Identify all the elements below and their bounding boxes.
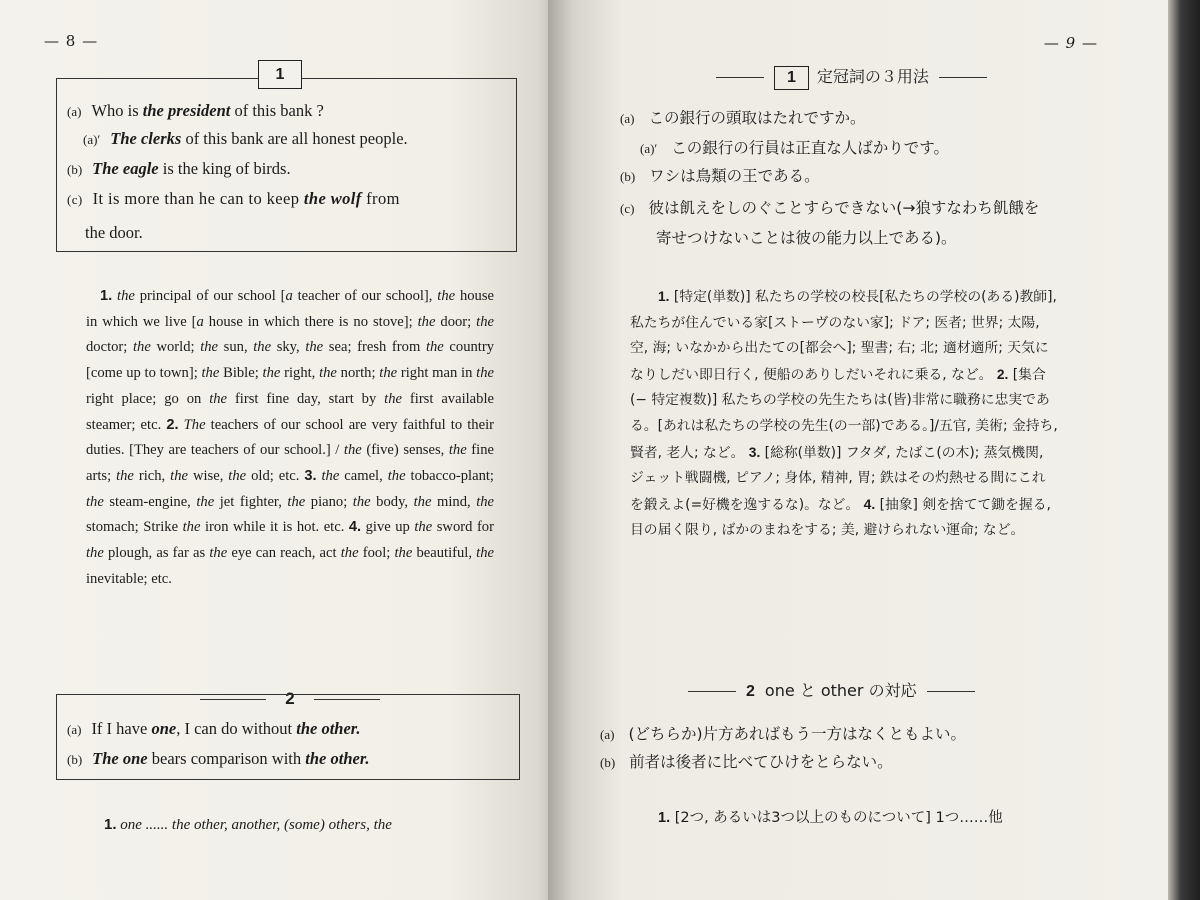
section2-notes-en: 1. one ...... the other, another, (some) others, the <box>104 816 392 833</box>
example-line <box>85 223 143 243</box>
example-line <box>67 189 400 209</box>
translation-line <box>600 722 966 744</box>
example-box-2 <box>56 694 520 780</box>
example-text: , I can do without <box>176 719 297 738</box>
example-tag: (b) <box>600 755 616 770</box>
translation-line <box>620 164 820 186</box>
page-number-left: — 8 — <box>44 32 99 50</box>
translation-text: 彼は飢えをしのぐことすらできない(→狼すなわち飢餓を <box>648 199 1040 217</box>
example-text: from <box>361 189 400 208</box>
divider <box>716 77 764 78</box>
emphasized-phrase: The one <box>92 749 148 768</box>
emphasized-phrase: the president <box>142 101 231 120</box>
example-tag: (b) <box>67 752 83 767</box>
example-tag: (c) <box>620 201 635 216</box>
section-title: one と other の対応 <box>764 681 917 700</box>
section-heading-2 <box>678 678 985 701</box>
example-line <box>67 719 360 739</box>
emphasized-phrase: the other. <box>305 749 370 768</box>
example-text: Who is <box>91 101 143 120</box>
translation-text: 前者は後者に比べてひけをとらない。 <box>629 753 893 771</box>
left-page <box>0 0 560 900</box>
emphasized-phrase: The eagle <box>92 159 159 178</box>
example-text: bears comparison with <box>147 749 306 768</box>
section2-notes-jp: 1. [2つ, あるいは3つ以上のものについて] 1つ……他 <box>658 810 1003 826</box>
example-text: is the king of birds. <box>158 159 291 178</box>
section-number-box: 1 <box>774 66 809 90</box>
right-page <box>548 0 1170 900</box>
example-line <box>67 749 369 769</box>
emphasized-phrase: The clerks <box>110 129 182 148</box>
example-text: If I have <box>91 719 152 738</box>
translation-text: (どちらか)片方あればもう一方はなくともよい。 <box>628 725 967 743</box>
example-tag: (a) <box>620 111 635 126</box>
section-number-1: 1 <box>258 60 302 89</box>
emphasized-phrase: one <box>151 719 177 738</box>
section-number-2: 2 <box>285 689 295 708</box>
divider <box>939 77 987 78</box>
example-text: the door. <box>85 223 143 242</box>
example-text: of this bank are all honest people. <box>181 129 408 148</box>
example-line <box>83 129 408 149</box>
section-title: 定冠詞の３用法 <box>816 67 929 86</box>
example-tag: (a)′ <box>83 132 101 147</box>
example-line <box>67 159 291 179</box>
divider <box>688 691 736 692</box>
book-edge-shadow <box>1168 0 1200 900</box>
emphasized-phrase: the wolf <box>303 189 362 208</box>
example-box-1 <box>56 78 517 252</box>
emphasized-phrase: the other. <box>296 719 361 738</box>
translation-line <box>640 136 949 158</box>
section1-notes-jp: 1. [特定(単数)] 私たちの学校の校長[私たちの学校の(ある)教師], 私たちが住んでいる家[ストーヴのない家]; ドア; 医者; 世界; 太陽, 空, 海; いなかから出たての[都会へ]; 聖書; 右; 北; 適材適所; 天気になりしだい即日行く, 便船のありしだいそれに乗る, など。 2. [集合(− 特定複数)] 私たちの学校の先生たちは(皆)非常に職務に忠実である。[あれは私たちの学校の先生(の一部)である。]/五官, 美術; 金持ち, 賢者, 老人; など。 3. [総称(単数)] フタダ, たばこ(の木); 蒸気機関, ジェット戦闘機, ピアノ; 身体, 精神, 胃; 鉄はその灼熱せる間にこれを鍛えよ(=好機を逸するな)。など。 4. [抽象] 剣を捨てて鋤を握る, 目の届く限り, ばかのまねをする; 美, 避けられない運命; など。 <box>630 289 1058 539</box>
divider <box>927 691 975 692</box>
example-tag: (a) <box>600 727 615 742</box>
translation-line <box>600 750 893 772</box>
example-tag: (a) <box>67 722 82 737</box>
example-line <box>67 101 324 121</box>
translation-text: この銀行の頭取はたれですか。 <box>648 109 866 127</box>
example-tag: (a)′ <box>640 141 658 156</box>
example-text: It is more than he can to keep <box>92 189 304 208</box>
example-tag: (c) <box>67 192 83 207</box>
translation-text: ワシは鳥類の王である。 <box>649 167 820 185</box>
example-tag: (b) <box>620 169 636 184</box>
example-text: of this bank ? <box>230 101 324 120</box>
section-number: 2 <box>746 683 755 700</box>
section-heading-1 <box>706 64 997 90</box>
translation-text: 寄せつけないことは彼の能力以上である)。 <box>656 229 957 247</box>
translation-line <box>620 196 1039 218</box>
translation-line <box>620 106 865 128</box>
translation-text: この銀行の行員は正直な人ばかりです。 <box>671 139 950 157</box>
translation-line <box>656 226 957 248</box>
section1-notes-en: 1. the principal of our school [a teacher of our school], the house in which we live [a house in which there is no stove]; the door; the doctor; the world; the sun, the sky, the sea; fresh from the country [come up to town]; the Bible; the right, the north; the right man in the right place; go on the first fine day, start by the first available steamer; etc. 2. The teachers of our school are very faithful to their duties. [They are teachers of our school.] / the (five) senses, the fine arts; the rich, the wise, the old; etc. 3. the camel, the tobacco-plant; the steam-engine, the jet fighter, the piano; the body, the mind, the stomach; Strike the iron while it is hot. etc. 4. give up the sword for the plough, as far as the eye can reach, act the fool; the beautiful, the inevitable; etc. <box>86 288 495 587</box>
example-tag: (b) <box>67 162 83 177</box>
page-number-right: — 9 — <box>1043 34 1098 52</box>
example-tag: (a) <box>67 104 82 119</box>
